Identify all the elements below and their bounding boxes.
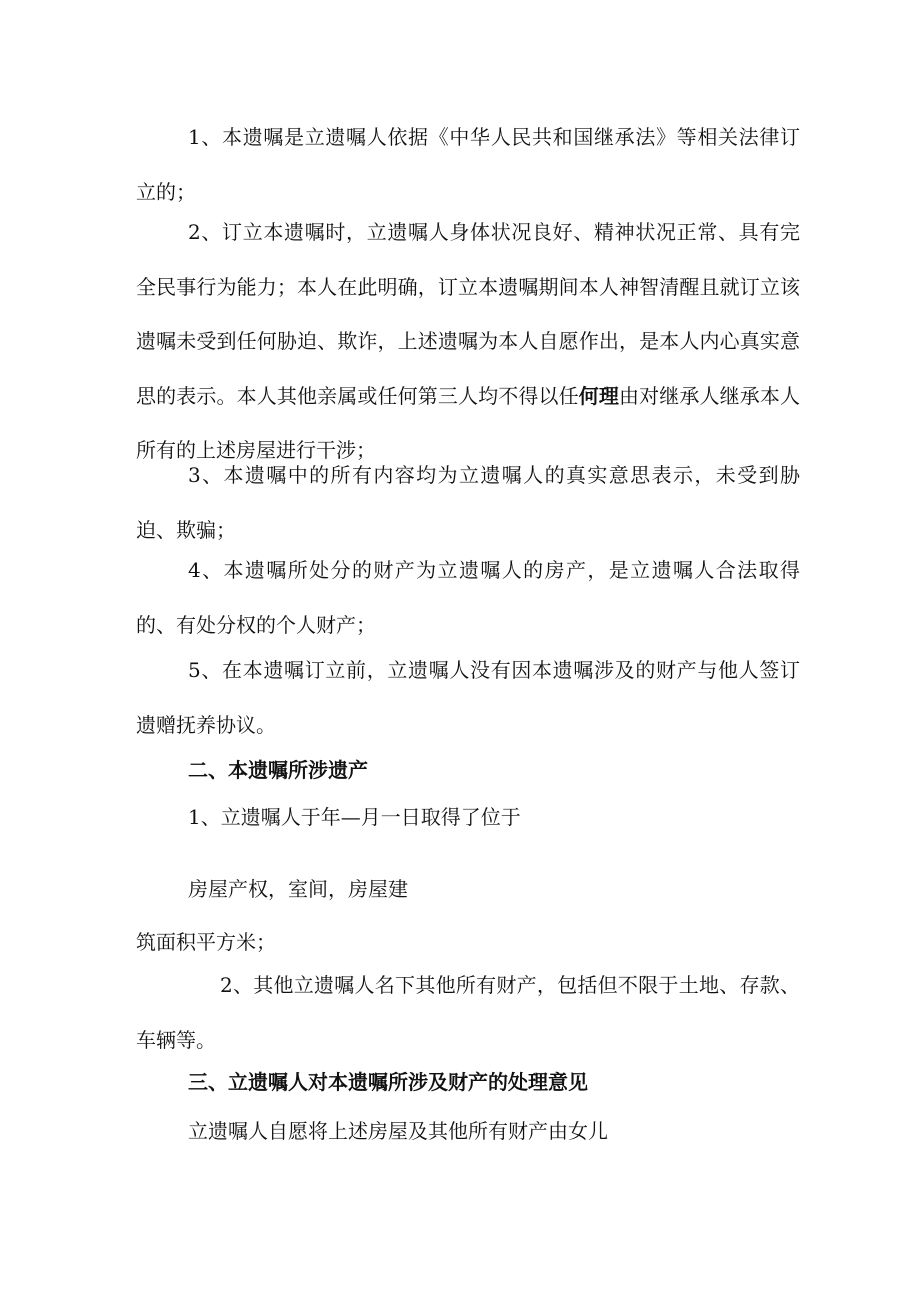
section-2-item-1-line-1: 1、立遗嘱人于年—月一日取得了位于 — [188, 805, 521, 829]
section-3-heading: 三、立遗嘱人对本遗嘱所涉及财产的处理意见 — [188, 1070, 588, 1094]
clause-2 — [136, 205, 800, 478]
section-2-item-1-line-2: 房屋产权，室间，房屋建 — [188, 877, 408, 901]
clause-2-text-after: 由对继承人继承本人所有的上述房屋进行干涉； — [136, 383, 800, 462]
clause-2-text-bold: 何理 — [578, 383, 619, 408]
clause-3: 3、本遗嘱中的所有内容均为立遗嘱人的真实意思表示，未受到胁迫、欺骗； — [136, 463, 800, 542]
section-3-line-1: 立遗嘱人自愿将上述房屋及其他所有财产由女儿 — [188, 1119, 608, 1143]
clause-2-text-before: 2、订立本遗嘱时，立遗嘱人身体状况良好、精神状况正常、具有完全民事行为能力；本人在此明确，订立本遗嘱期间本人神智清醒且就订立该遗嘱未受到任何胁迫、欺诈，上述遗嘱为本人自愿作出，是本人内心真实意思的表示。本人其他亲属或任何第三人均不得以任 — [136, 220, 800, 408]
section-2-item-2: 2、其他立遗嘱人名下其他所有财产，包括但不限于土地、存款、车辆等。 — [136, 973, 800, 1052]
section-2-item-1-line-3: 筑面积平方米； — [136, 930, 276, 954]
clause-5: 5、在本遗嘱订立前，立遗嘱人没有因本遗嘱涉及的财产与他人签订遗赠抚养协议。 — [136, 658, 800, 737]
clause-1: 1、本遗嘱是立遗嘱人依据《中华人民共和国继承法》等相关法律订立的； — [136, 125, 800, 204]
clause-4: 4、本遗嘱所处分的财产为立遗嘱人的房产，是立遗嘱人合法取得的、有处分权的个人财产； — [136, 558, 800, 637]
section-2-heading: 二、本遗嘱所涉遗产 — [188, 758, 368, 782]
